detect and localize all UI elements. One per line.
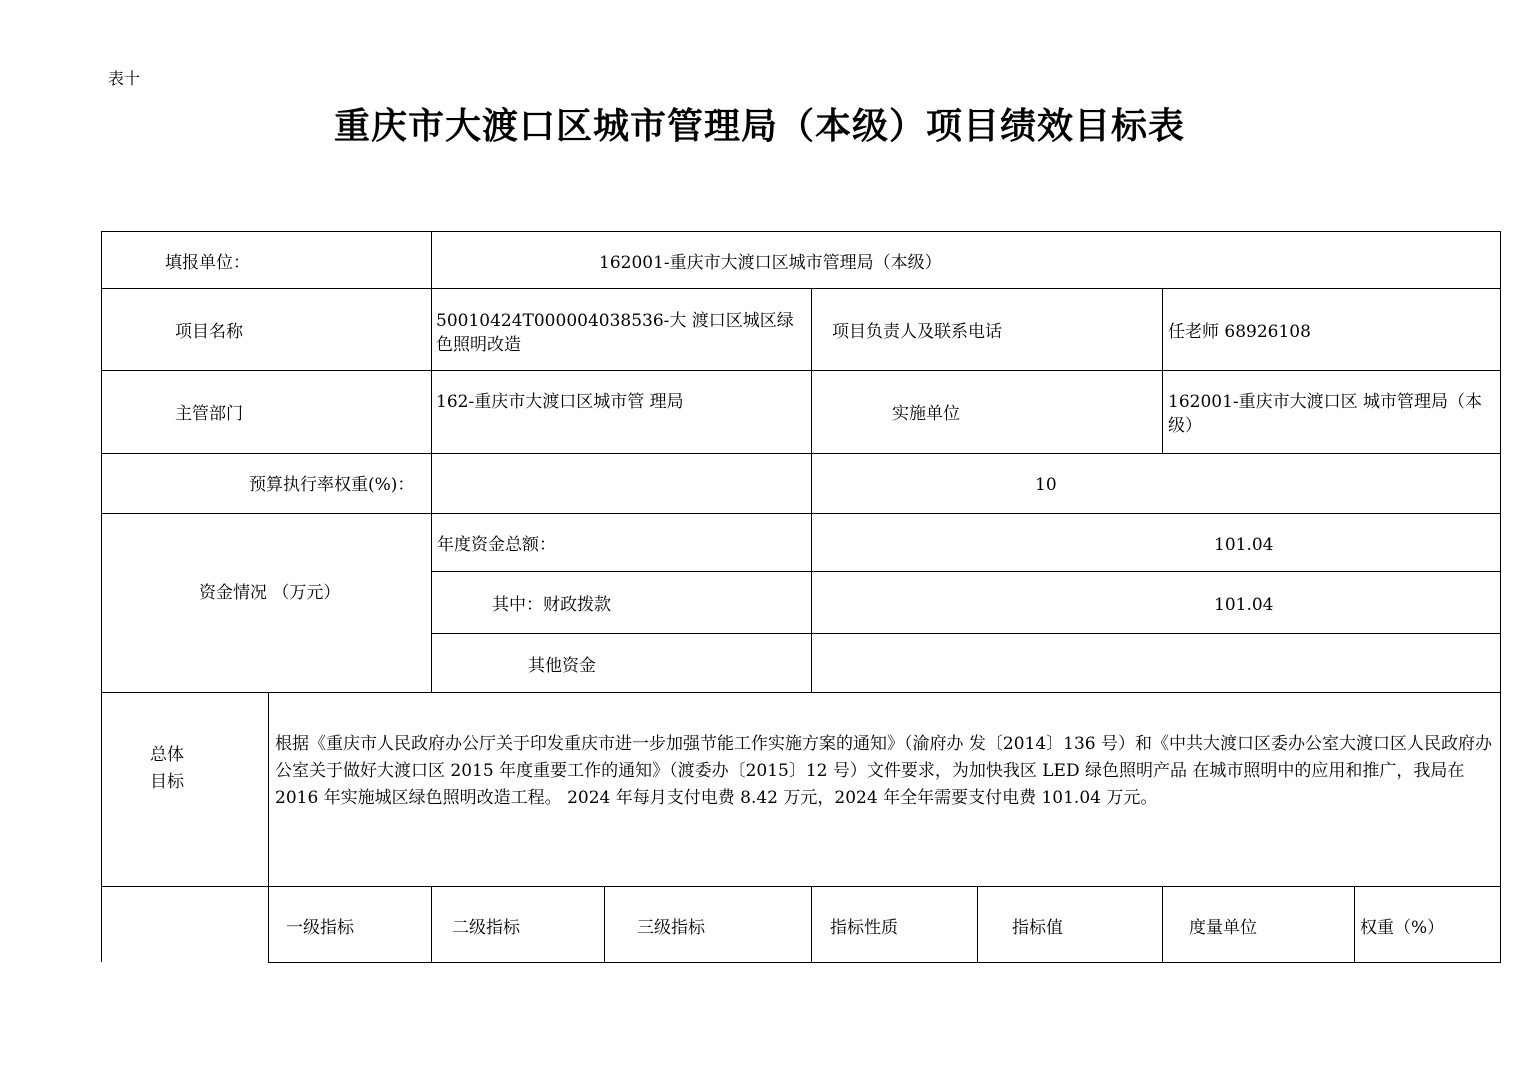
indicator-header-weight: 权重（%）	[1360, 918, 1445, 938]
table-number: 表十	[108, 69, 141, 88]
goal-label-line1: 总体	[150, 745, 184, 765]
annual-total-value: 101.04	[1214, 535, 1274, 555]
indicator-header-level3: 三级指标	[637, 918, 705, 938]
indicator-header-value: 指标值	[1012, 918, 1063, 938]
leader-label: 项目负责人及联系电话	[832, 322, 1002, 342]
fiscal-value: 101.04	[1214, 595, 1274, 615]
indicator-header-level2: 二级指标	[452, 918, 520, 938]
impl-value: 162001-重庆市大渡口区 城市管理局（本级）	[1168, 392, 1483, 436]
dept-label: 主管部门	[175, 404, 243, 424]
project-name-label: 项目名称	[175, 322, 243, 342]
unit-label: 填报单位：	[165, 253, 250, 273]
document-title: 重庆市大渡口区城市管理局（本级）项目绩效目标表	[333, 105, 1185, 147]
indicator-header-nature: 指标性质	[830, 918, 898, 938]
fiscal-label: 其中：财政拨款	[492, 595, 611, 615]
annual-total-label: 年度资金总额：	[437, 535, 556, 555]
unit-value: 162001-重庆市大渡口区城市管理局（本级）	[599, 253, 942, 273]
indicator-header-unit: 度量单位	[1189, 918, 1257, 938]
overall-goal-text: 根据《重庆市人民政府办公厅关于印发重庆市进一步加强节能工作实施方案的通知》（渝府办 发〔2014〕136 号）和《中共大渡口区委办公室大渡口区人民政府办公室关于做好大渡口区 2015 年度重要工作的通知》（渡委办〔2015〕12 号）文件要求，为加快我区 LED 绿色照明产品 在城市照明中的应用和推广，我局在 2016 年实施城区绿色照明改造工程。 2024 年每月支付电费 8.42 万元，2024 年全年需要支付电费 101.04 万元。	[275, 734, 1493, 808]
dept-value: 162-重庆市大渡口区城市管 理局	[436, 392, 684, 412]
project-name-value: 50010424T000004038536-大 渡口区城区绿色照明改造	[436, 311, 794, 355]
other-funds-label: 其他资金	[528, 656, 596, 676]
goal-label-line2: 目标	[150, 772, 184, 792]
funds-label: 资金情况 （万元）	[199, 583, 341, 603]
budget-rate-value: 10	[1035, 475, 1057, 495]
leader-value: 任老师 68926108	[1168, 322, 1311, 342]
indicator-header-level1: 一级指标	[286, 918, 354, 938]
impl-label: 实施单位	[892, 404, 960, 424]
budget-rate-label: 预算执行率权重(%)：	[249, 475, 415, 495]
